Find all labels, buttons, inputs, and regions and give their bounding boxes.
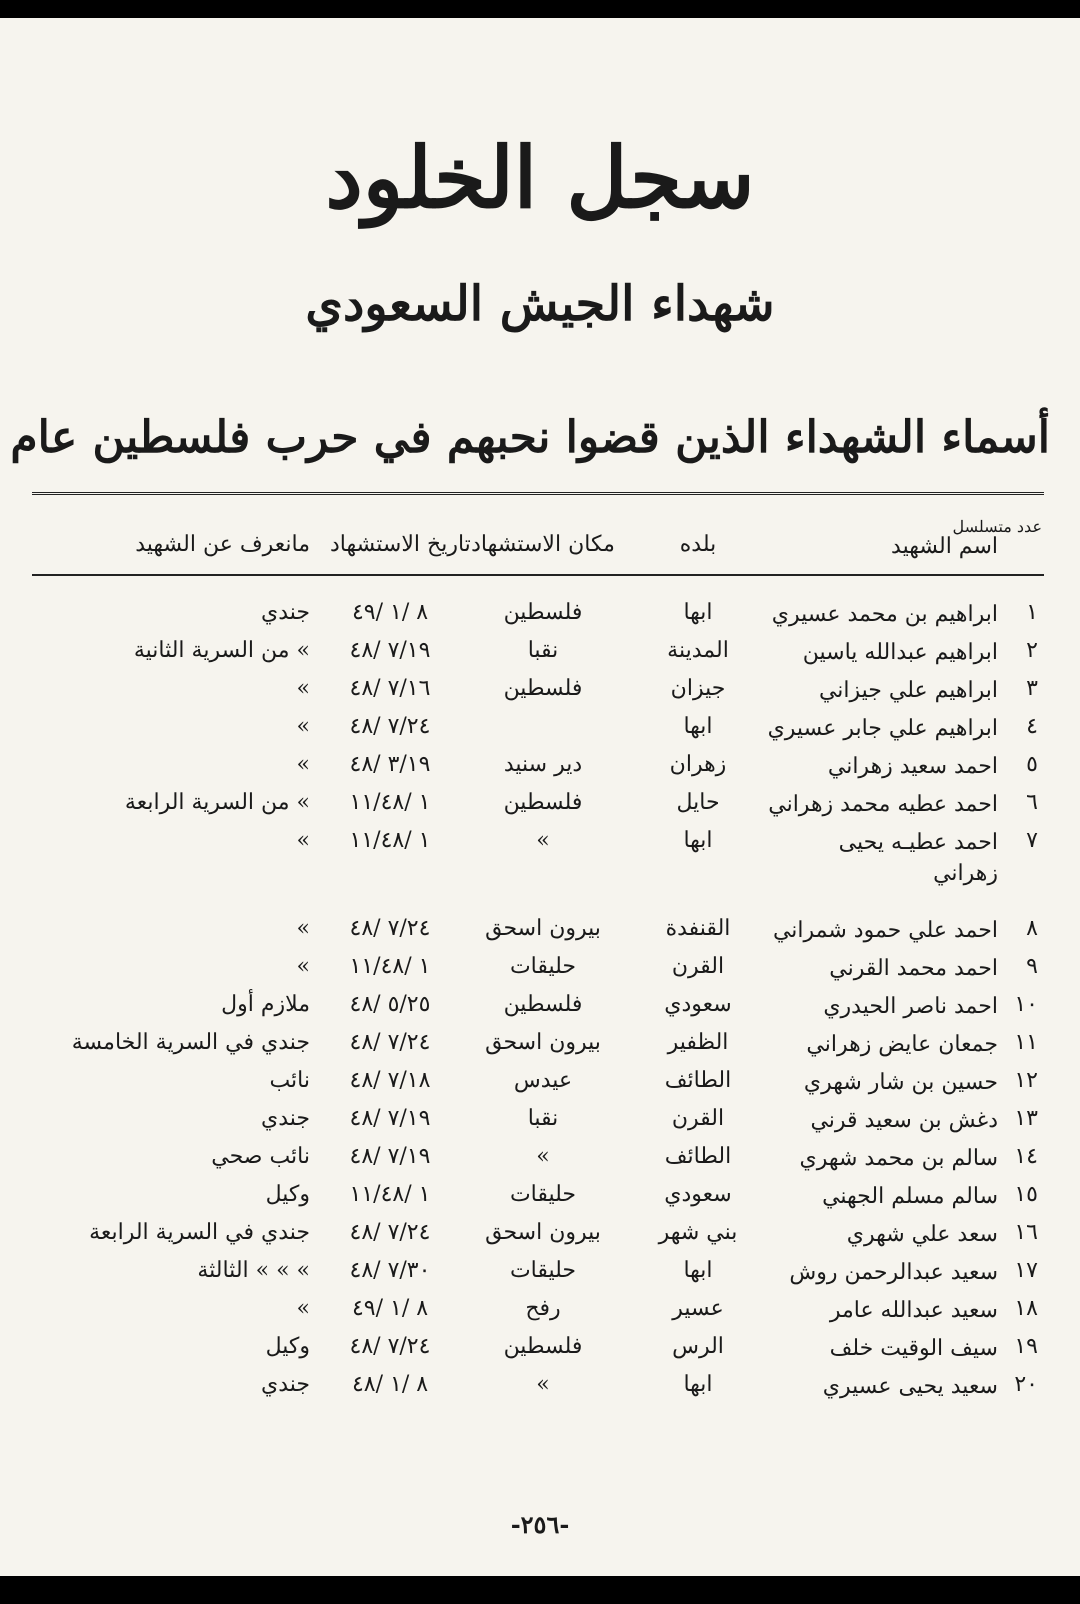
row-number: ١٤ xyxy=(1014,1144,1038,1169)
row-town: ابها xyxy=(683,600,713,625)
row-place: » xyxy=(536,1144,550,1169)
row-date: ٥/٢٥ /٤٨ xyxy=(349,992,431,1017)
table-row xyxy=(0,954,1080,994)
row-town: الطائف xyxy=(664,1068,732,1093)
row-note: ملازم أول xyxy=(221,992,310,1017)
row-number: ١٨ xyxy=(1014,1296,1038,1321)
row-name: سعيد عبدالرحمن روش xyxy=(789,1260,998,1285)
row-note: » xyxy=(296,828,310,853)
row-note: » xyxy=(296,714,310,739)
header-top-rule xyxy=(32,492,1044,495)
table-header xyxy=(0,516,1080,576)
row-number: ٣ xyxy=(1026,676,1038,701)
row-number: ١٢ xyxy=(1014,1068,1038,1093)
table-row xyxy=(0,638,1080,678)
table-row xyxy=(0,1258,1080,1298)
row-date: ٧/٢٤ /٤٨ xyxy=(349,1220,431,1245)
table-row xyxy=(0,1030,1080,1070)
row-town: سعودي xyxy=(664,992,732,1017)
row-date: ١ /١١/٤٨ xyxy=(349,828,431,853)
row-number: ١٧ xyxy=(1014,1258,1038,1283)
row-number: ١١ xyxy=(1014,1030,1038,1055)
row-place: حليقات xyxy=(509,1258,577,1283)
table-row xyxy=(0,916,1080,956)
header-note: مانعرف عن الشهيد xyxy=(135,532,310,557)
row-name: سالم مسلم الجهني xyxy=(822,1184,998,1209)
row-town: عسير xyxy=(672,1296,724,1321)
row-town: القرن xyxy=(671,1106,725,1131)
table-row xyxy=(0,714,1080,754)
row-number: ٨ xyxy=(1026,916,1038,941)
row-note: نائب xyxy=(269,1068,310,1093)
table-row xyxy=(0,828,1080,886)
row-date: ٧/٢٤ /٤٨ xyxy=(349,1030,431,1055)
row-place: فلسطين xyxy=(503,790,583,815)
row-name: سالم بن محمد شهري xyxy=(799,1146,998,1171)
row-date: ٧/٢٤ /٤٨ xyxy=(349,714,431,739)
row-note: » » » الثالثة xyxy=(197,1258,310,1283)
row-place: بيرون اسحق xyxy=(485,916,601,941)
book-title: سجل الخلود xyxy=(325,128,755,227)
header-town: بلده xyxy=(679,532,717,557)
table-row xyxy=(0,676,1080,716)
row-place: رفح xyxy=(525,1296,561,1321)
row-number: ٢ xyxy=(1026,638,1038,663)
row-town: ابها xyxy=(683,828,713,853)
row-note: جندي xyxy=(260,1372,310,1397)
row-number: ٧ xyxy=(1026,828,1038,853)
row-date: ٧/١٩ /٤٨ xyxy=(349,638,431,663)
row-town: القنفدة xyxy=(665,916,731,941)
row-place: بيرون اسحق xyxy=(485,1030,601,1055)
row-date: ٧/١٨ /٤٨ xyxy=(349,1068,431,1093)
row-name: حسين بن شار شهري xyxy=(803,1070,998,1095)
row-town: المدينة xyxy=(667,638,729,663)
row-note: جندي في السرية الخامسة xyxy=(71,1030,310,1055)
row-name: احمد سعيد زهراني xyxy=(827,754,998,779)
row-name: احمد ناصر الحيدري xyxy=(823,994,998,1019)
row-town: زهران xyxy=(669,752,727,777)
row-place: دير سنيد xyxy=(503,752,583,777)
row-name: سعيد عبدالله عامر xyxy=(829,1298,998,1323)
row-name: احمد عطيه محمد زهراني xyxy=(768,792,998,817)
row-town: الرس xyxy=(672,1334,724,1359)
row-date: ٧/١٩ /٤٨ xyxy=(349,1106,431,1131)
table-row xyxy=(0,992,1080,1032)
row-date: ٨ /١ /٤٩ xyxy=(351,1296,429,1321)
row-number: ٦ xyxy=(1026,790,1038,815)
row-name: احمد عطيـه يحيى زهراني xyxy=(838,830,998,886)
row-note: » xyxy=(296,954,310,979)
list-heading xyxy=(10,412,1050,463)
row-place: فلسطين xyxy=(503,1334,583,1359)
header-bottom-rule xyxy=(32,574,1044,576)
row-town: القرن xyxy=(671,954,725,979)
row-note: » xyxy=(296,916,310,941)
row-note: نائب صحي xyxy=(211,1144,310,1169)
table-row xyxy=(0,1220,1080,1260)
row-note: وكيل xyxy=(265,1182,310,1207)
row-note: » xyxy=(296,752,310,777)
row-note: » من السرية الرابعة xyxy=(124,790,310,815)
row-date: ٨ /١ /٤٩ xyxy=(351,600,429,625)
table-row xyxy=(0,1144,1080,1184)
row-date: ١ /١١/٤٨ xyxy=(349,1182,431,1207)
row-date: ٧/١٩ /٤٨ xyxy=(349,1144,431,1169)
row-date: ٧/٢٤ /٤٨ xyxy=(349,1334,431,1359)
row-town: بني شهر xyxy=(658,1220,738,1245)
table-row xyxy=(0,1296,1080,1336)
row-date: ٣/١٩ /٤٨ xyxy=(349,752,431,777)
row-note: » من السرية الثانية xyxy=(133,638,310,663)
row-number: ٥ xyxy=(1026,752,1038,777)
row-note: جندي xyxy=(260,1106,310,1131)
row-name: جمعان عايض زهراني xyxy=(806,1032,998,1057)
row-note: » xyxy=(296,676,310,701)
row-name: احمد محمد القرني xyxy=(829,956,998,981)
row-name: سيف الوقيت خلف xyxy=(829,1336,998,1361)
table-row xyxy=(0,1182,1080,1222)
row-town: سعودي xyxy=(664,1182,732,1207)
row-note: وكيل xyxy=(265,1334,310,1359)
row-number: ١٥ xyxy=(1014,1182,1038,1207)
header-place: مكان الاستشهاد xyxy=(471,532,615,557)
row-note: جندي في السرية الرابعة xyxy=(89,1220,310,1245)
row-place: فلسطين xyxy=(503,600,583,625)
row-town: ابها xyxy=(683,1258,713,1283)
row-number: ٩ xyxy=(1026,954,1038,979)
row-place: حليقات xyxy=(509,1182,577,1207)
table-row xyxy=(0,1334,1080,1374)
header-number: عدد متسلسل xyxy=(952,517,1042,536)
row-name: ابراهيم علي جابر عسيري xyxy=(767,716,998,741)
row-date: ١ /١١/٤٨ xyxy=(349,790,431,815)
row-town: الطائف xyxy=(664,1144,732,1169)
row-number: ١٩ xyxy=(1014,1334,1038,1359)
row-note: جندي xyxy=(260,600,310,625)
row-date: ٨ /١ /٤٨ xyxy=(351,1372,429,1397)
row-place: عيدس xyxy=(513,1068,573,1093)
table-row xyxy=(0,600,1080,640)
row-town: جيزان xyxy=(670,676,726,701)
book-subtitle: شهداء الجيش السعودي xyxy=(305,276,775,332)
row-number: ١٦ xyxy=(1014,1220,1038,1245)
page-number: -٢٥٦- xyxy=(510,1510,570,1539)
row-number: ١٣ xyxy=(1014,1106,1038,1131)
row-note: » xyxy=(296,1296,310,1321)
table-row xyxy=(0,752,1080,792)
row-name: ابراهيم بن محمد عسيري xyxy=(771,602,998,627)
row-date: ٧/٢٤ /٤٨ xyxy=(349,916,431,941)
row-place: نقبا xyxy=(527,1106,559,1131)
row-name: احمد علي حمود شمراني xyxy=(772,918,998,943)
row-town: ابها xyxy=(683,714,713,739)
row-place: حليقات xyxy=(509,954,577,979)
row-date: ٧/٣٠ /٤٨ xyxy=(349,1258,431,1283)
document-page xyxy=(0,18,1080,1576)
row-town: حايل xyxy=(676,790,720,815)
row-place: » xyxy=(536,828,550,853)
table-row xyxy=(0,1106,1080,1146)
row-town: ابها xyxy=(683,1372,713,1397)
table-row xyxy=(0,790,1080,830)
table-row xyxy=(0,1372,1080,1412)
row-number: ١ xyxy=(1026,600,1038,625)
row-date: ١ /١١/٤٨ xyxy=(349,954,431,979)
list-heading-text: أسماء الشهداء الذين قضوا نحبهم في حرب فلسطين عام xyxy=(10,412,1050,463)
row-name: ابراهيم عبدالله ياسين xyxy=(802,640,998,665)
row-place: نقبا xyxy=(527,638,559,663)
row-name: سعيد يحيى عسيري xyxy=(822,1374,998,1399)
row-place: بيرون اسحق xyxy=(485,1220,601,1245)
row-town: الظفير xyxy=(667,1030,729,1055)
row-name: سعد علي شهري xyxy=(846,1222,998,1247)
row-name: دغش بن سعيد قرني xyxy=(810,1108,998,1133)
header-date: تاريخ الاستشهاد xyxy=(330,532,471,557)
row-number: ١٠ xyxy=(1014,992,1038,1017)
table-row xyxy=(0,1068,1080,1108)
header-name: اسم الشهيد xyxy=(891,534,998,559)
row-date: ٧/١٦ /٤٨ xyxy=(349,676,431,701)
row-number: ٤ xyxy=(1026,714,1038,739)
row-number: ٢٠ xyxy=(1014,1372,1038,1397)
row-place: فلسطين xyxy=(503,676,583,701)
row-place: » xyxy=(536,1372,550,1397)
row-place: فلسطين xyxy=(503,992,583,1017)
row-name: ابراهيم علي جيزاني xyxy=(818,678,998,703)
